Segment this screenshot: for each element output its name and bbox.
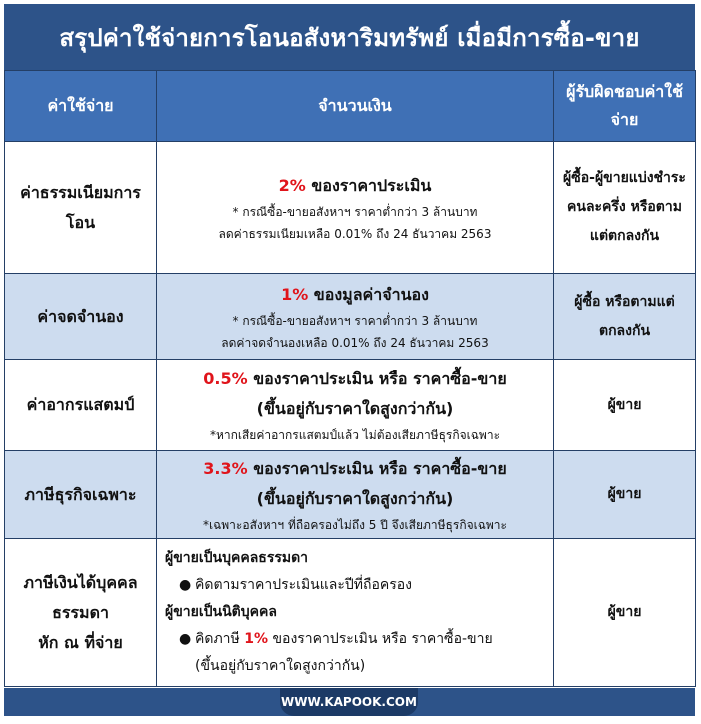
amount-main-2: (ขึ้นอยู่กับราคาใดสูงกว่ากัน) [256,399,454,418]
seller-type-individual: ผู้ขายเป็นบุคคลธรรมดา [165,550,309,566]
row-amount-withholding-tax [157,539,554,687]
amount-note: *เฉพาะอสังหาฯ ที่ถือครองไม่ถึง 5 ปี จึงเสียภาษีธุรกิจเฉพาะ [203,517,507,532]
percent-value: 1% [244,631,269,647]
row-responsible: ผู้ซื้อ-ผู้ขายแบ่งชำระคนละครึ่ง หรือตามแต่ตกลงกัน [554,142,696,274]
table-row [5,539,696,687]
amount-main [163,171,547,201]
amount-text: ของราคาประเมิน หรือ ราคาซื้อ-ขาย [247,369,507,388]
table-row [5,274,696,360]
expense-table [4,70,696,687]
row-responsible: ผู้ขาย [554,360,696,451]
row-name-line: หัก ณ ที่จ่าย [38,632,123,652]
row-name-withholding-tax [5,539,157,687]
row-responsible: ผู้ขาย [554,539,696,687]
bullet-icon: ● [179,631,192,647]
page-title: สรุปค่าใช้จ่ายการโอนอสังหาริมทรัพย์ เมื่อมีการซื้อ-ขาย [4,4,695,70]
list-item-text: คิดตามราคาประเมินและปีที่ถือครอง [195,577,413,593]
header-responsible: ผู้รับผิดชอบค่าใช้จ่าย [554,71,696,142]
bullet-list [165,626,545,680]
row-name-transfer-fee: ค่าธรรมเนียมการโอน [5,142,157,274]
row-amount-specific-business-tax [157,451,554,539]
table-row [5,451,696,539]
bullet-icon: ● [179,577,192,593]
row-amount-stamp-duty [157,360,554,451]
summary-infographic [4,4,695,716]
percent-value: 3.3% [203,458,248,478]
percent-value: 1% [281,284,309,304]
row-name-specific-business-tax: ภาษีธุรกิจเฉพาะ [5,451,157,539]
row-name-stamp-duty: ค่าอากรแสตมป์ [5,360,157,451]
percent-value: 2% [278,175,306,195]
amount-note: ลดค่าจดจำนองเหลือ 0.01% ถึง 24 ธันวาคม 2563 [221,335,489,350]
amount-note: * กรณีซื้อ-ขายอสังหาฯ ราคาต่ำกว่า 3 ล้านบาท [232,313,478,328]
header-expense: ค่าใช้จ่าย [5,71,157,142]
bullet-list [165,572,545,599]
list-item-text: ของราคาประเมิน หรือ ราคาซื้อ-ขาย [268,631,493,647]
row-name-mortgage-fee: ค่าจดจำนอง [5,274,157,360]
seller-type-juristic: ผู้ขายเป็นนิติบุคคล [165,604,277,620]
amount-note: *หากเสียค่าอากรแสตมป์แล้ว ไม่ต้องเสียภาษีธุรกิจเฉพาะ [209,428,501,442]
list-item-text: (ขึ้นอยู่กับราคาใดสูงกว่ากัน) [195,658,366,674]
percent-value: 0.5% [203,369,248,388]
list-item [179,626,545,680]
row-name-line: ภาษีเงินได้บุคคล [23,572,138,592]
row-responsible: ผู้ซื้อ หรือตามแต่ตกลงกัน [554,274,696,360]
row-responsible: ผู้ขาย [554,451,696,539]
table-header-row [5,71,696,142]
header-amount: จำนวนเงิน [157,71,554,142]
list-item-text: คิดภาษี [195,631,245,647]
amount-note: * กรณีซื้อ-ขายอสังหาฯ ราคาต่ำกว่า 3 ล้านบาท [232,204,478,219]
amount-text: ของมูลค่าจำนอง [308,284,429,304]
row-amount-transfer-fee [157,142,554,274]
amount-text: ของราคาประเมิน หรือ ราคาซื้อ-ขาย [247,458,507,478]
amount-main-2: (ขึ้นอยู่กับราคาใดสูงกว่ากัน) [256,488,454,508]
amount-text: ของราคาประเมิน [305,175,432,195]
amount-main [163,454,547,484]
list-item [179,572,545,599]
row-amount-mortgage-fee [157,274,554,360]
table-row [5,142,696,274]
amount-main [163,280,547,310]
amount-note: ลดค่าธรรมเนียมเหลือ 0.01% ถึง 24 ธันวาคม 2563 [218,226,492,241]
table-row [5,360,696,451]
amount-main [163,364,547,394]
footer-website: WWW.KAPOOK.COM [280,688,418,716]
row-name-line: ธรรมดา [52,602,109,622]
